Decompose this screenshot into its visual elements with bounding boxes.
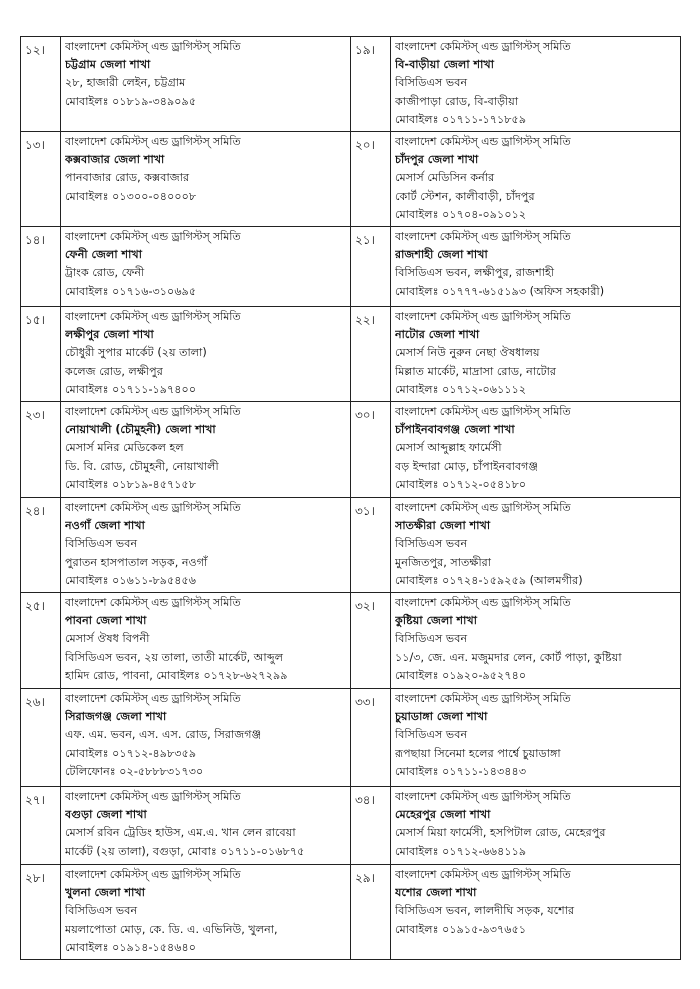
address-line: বিসিডিএস ভবন (395, 728, 468, 742)
address-line: মোবাইলঃ ০১৯১৪-১৫৪৬৪০ (65, 940, 197, 954)
organization-name: বাংলাদেশ কেমিস্টস্ এন্ড ড্রাগিস্টস্ সমিতি (395, 405, 571, 419)
branch-entry (61, 227, 351, 307)
address-line: মোবাইলঃ ০১৭১২-৪৯৮৩৫৯ (65, 746, 197, 760)
address-line: বিসিডিএস ভবন (395, 76, 468, 90)
entry-number: ২৬। (21, 689, 61, 787)
directory-row (21, 227, 681, 307)
organization-name: বাংলাদেশ কেমিস্টস্ এন্ড ড্রাগিস্টস্ সমিতি (65, 405, 241, 419)
address-line: বিসিডিএস ভবন (65, 904, 138, 918)
organization-name: বাংলাদেশ কেমিস্টস্ এন্ড ড্রাগিস্টস্ সমিতি (395, 790, 571, 804)
directory-row (21, 498, 681, 593)
entry-number: ২৫। (21, 593, 61, 689)
branch-name: বগুড়া জেলা শাখা (65, 808, 147, 822)
address-line: মোবাইলঃ ০১৭১২-০৫৪১৮০ (395, 477, 527, 491)
entry-number: ৩০। (351, 402, 391, 498)
organization-name: বাংলাদেশ কেমিস্টস্ এন্ড ড্রাগিস্টস্ সমিতি (395, 501, 571, 515)
address-line: এফ. এম. ভবন, এস. এস. রোড, সিরাজগঞ্জ (65, 728, 262, 742)
address-line: পুরাতন হাসপাতাল সড়ক, নওগাঁ (65, 555, 208, 569)
branch-entry (391, 132, 681, 227)
branch-entry (61, 865, 351, 960)
address-line: মেসার্স আব্দুল্লাহ ফার্মেসী (395, 441, 502, 455)
branch-name: রাজশাহী জেলা শাখা (395, 248, 488, 262)
branch-entry (391, 689, 681, 787)
address-line: মোবাইলঃ ০১৯১৫-৯৩৭৬৫১ (395, 922, 527, 936)
address-line: বড় ইন্দারা মোড়, চাঁপাইনবাবগঞ্জ (395, 459, 539, 473)
organization-name: বাংলাদেশ কেমিস্টস্ এন্ড ড্রাগিস্টস্ সমিতি (395, 40, 571, 53)
branch-directory-body (21, 37, 681, 960)
branch-entry (61, 689, 351, 787)
entry-number: ২১। (351, 227, 391, 307)
address-line: মেসার্স ঔষধ বিপনী (65, 632, 150, 646)
address-line: বিসিডিএস ভবন (65, 537, 138, 551)
branch-name: খুলনা জেলা শাখা (65, 886, 145, 900)
address-line: মোবাইলঃ ০১৯২০-৯৫২৭৪০ (395, 668, 527, 682)
entry-number: ২৩। (21, 402, 61, 498)
entry-number: ২৯। (351, 865, 391, 960)
entry-number: ১৪। (21, 227, 61, 307)
directory-row (21, 865, 681, 960)
branch-entry (61, 402, 351, 498)
address-line: মিল্লাত মার্কেট, মাদ্রাসা রোড, নাটোর (395, 364, 557, 378)
directory-row (21, 787, 681, 865)
organization-name: বাংলাদেশ কেমিস্টস্ এন্ড ড্রাগিস্টস্ সমিতি (65, 135, 241, 149)
directory-row (21, 37, 681, 132)
address-line: মোবাইলঃ ০১৭২৪-১৫৯২৫৯ (আলমগীর) (395, 573, 583, 587)
branch-entry (391, 227, 681, 307)
address-line: মেসার্স নিউ নুরুন নেছা ঔষধালয় (395, 346, 540, 360)
address-line: পানবাজার রোড, কক্সবাজার (65, 171, 190, 185)
address-line: বিসিডিএস ভবন (395, 537, 468, 551)
branch-entry (391, 865, 681, 960)
branch-entry (391, 498, 681, 593)
address-line: ১১/৩, জে. এন. মজুমদার লেন, কোর্ট পাড়া, কুষ্টিয়া (395, 650, 622, 664)
address-line: মার্কেট (২য় তালা), বগুড়া, মোবাঃ ০১৭১১-০১৬৮৭৫ (65, 844, 305, 858)
branch-directory-table (20, 36, 681, 960)
address-line: মোবাইলঃ ০১৭১১-১৯৭৪০০ (65, 382, 197, 396)
address-line: মোবাইলঃ ০১৮১৯-৩৪৯০৯৫ (65, 94, 197, 108)
branch-entry (61, 307, 351, 402)
organization-name: বাংলাদেশ কেমিস্টস্ এন্ড ড্রাগিস্টস্ সমিতি (395, 310, 571, 324)
branch-entry (61, 498, 351, 593)
address-line: মেসার্স মিয়া ফার্মেসী, হসপিটাল রোড, মেহেরপুর (395, 826, 606, 840)
branch-name: নাটোর জেলা শাখা (395, 328, 480, 342)
address-line: মোবাইলঃ ০১৭১১-১৪৩৪৪৩ (395, 764, 527, 778)
address-line: মোবাইলঃ ০১৩০০-০৪০০০৮ (65, 189, 197, 203)
organization-name: বাংলাদেশ কেমিস্টস্ এন্ড ড্রাগিস্টস্ সমিতি (395, 596, 571, 610)
entry-number: ২২। (351, 307, 391, 402)
branch-name: ফেনী জেলা শাখা (65, 248, 142, 262)
organization-name: বাংলাদেশ কেমিস্টস্ এন্ড ড্রাগিস্টস্ সমিতি (65, 692, 241, 706)
branch-name: যশোর জেলা শাখা (395, 886, 477, 900)
organization-name: বাংলাদেশ কেমিস্টস্ এন্ড ড্রাগিস্টস্ সমিতি (395, 692, 571, 706)
address-line: বিসিডিএস ভবন (395, 632, 468, 646)
organization-name: বাংলাদেশ কেমিস্টস্ এন্ড ড্রাগিস্টস্ সমিতি (65, 790, 241, 804)
entry-number: ২৭। (21, 787, 61, 865)
address-line: মেসার্স মেডিসিন কর্নার (395, 171, 495, 185)
entry-number: ১২। (21, 37, 61, 132)
branch-entry (391, 402, 681, 498)
address-line: বিসিডিএস ভবন, ২য় তালা, তাতী মার্কেট, আব্দুল (65, 650, 284, 664)
organization-name: বাংলাদেশ কেমিস্টস্ এন্ড ড্রাগিস্টস্ সমিতি (65, 40, 241, 53)
directory-row (21, 307, 681, 402)
branch-entry (391, 37, 681, 132)
branch-entry (391, 593, 681, 689)
address-line: মোবাইলঃ ০১৭০৪-০৯১০১২ (395, 207, 527, 221)
address-line: মোবাইলঃ ০১৮১৯-৪৫৭১৫৮ (65, 477, 197, 491)
entry-number: ৩৪। (351, 787, 391, 865)
entry-number: ৩২। (351, 593, 391, 689)
branch-entry (61, 593, 351, 689)
branch-entry (391, 787, 681, 865)
directory-row (21, 593, 681, 689)
entry-number: ২৮। (21, 865, 61, 960)
branch-name: বি-বাড়ীয়া জেলা শাখা (395, 58, 494, 72)
branch-entry (61, 132, 351, 227)
address-line: মোবাইলঃ ০১৭১১-১৭১৮৫৯ (395, 112, 527, 126)
directory-row (21, 402, 681, 498)
directory-row (21, 132, 681, 227)
branch-name: চাঁপাইনবাবগঞ্জ জেলা শাখা (395, 423, 515, 437)
branch-name: মেহেরপুর জেলা শাখা (395, 808, 491, 822)
entry-number: ১৯। (351, 37, 391, 132)
address-line: মোবাইলঃ ০১৬১১-৮৯৫৪৫৬ (65, 573, 197, 587)
entry-number: ১৩। (21, 132, 61, 227)
directory-row (21, 689, 681, 787)
organization-name: বাংলাদেশ কেমিস্টস্ এন্ড ড্রাগিস্টস্ সমিতি (65, 310, 241, 324)
branch-entry (61, 37, 351, 132)
branch-name: পাবনা জেলা শাখা (65, 614, 147, 628)
address-line: চৌধুরী সুপার মার্কেট (২য় তালা) (65, 346, 207, 360)
branch-name: কুষ্টিয়া জেলা শাখা (395, 614, 477, 628)
address-line: মোবাইলঃ ০১৭১২-৬৬৪১১৯ (395, 844, 527, 858)
entry-number: ৩১। (351, 498, 391, 593)
organization-name: বাংলাদেশ কেমিস্টস্ এন্ড ড্রাগিস্টস্ সমিতি (65, 868, 241, 882)
address-line: মেসার্স মনির মেডিকেল হল (65, 441, 184, 455)
organization-name: বাংলাদেশ কেমিস্টস্ এন্ড ড্রাগিস্টস্ সমিতি (65, 596, 241, 610)
address-line: হামিদ রোড, পাবনা, মোবাইলঃ ০১৭২৮-৬২৭২৯৯ (65, 668, 288, 682)
branch-entry (61, 787, 351, 865)
branch-name: লক্ষীপুর জেলা শাখা (65, 328, 154, 342)
organization-name: বাংলাদেশ কেমিস্টস্ এন্ড ড্রাগিস্টস্ সমিতি (395, 868, 571, 882)
organization-name: বাংলাদেশ কেমিস্টস্ এন্ড ড্রাগিস্টস্ সমিতি (395, 230, 571, 244)
address-line: কোর্ট স্টেশন, কালীবাড়ী, চাঁদপুর (395, 189, 535, 203)
entry-number: ৩৩। (351, 689, 391, 787)
address-line: ২৮, হাজারী লেইন, চট্টগ্রাম (65, 76, 186, 90)
branch-name: নোয়াখালী (চৌমুহনী) জেলা শাখা (65, 423, 216, 437)
address-line: মেসার্স রবিন ট্রেডিং হাউস, এম.এ. খান লেন রাবেয়া (65, 826, 296, 840)
address-line: বিসিডিএস ভবন, লালদীঘি সড়ক, যশোর (395, 904, 575, 918)
address-line: মোবাইলঃ ০১৭৭৭-৬১৫১৯৩ (অফিস সহকারী) (395, 284, 605, 298)
address-line: টেলিফোনঃ ০২-৫৮৮৮৩১৭৩০ (65, 764, 204, 778)
entry-number: ২৪। (21, 498, 61, 593)
branch-name: চুয়াডাঙ্গা জেলা শাখা (395, 710, 488, 724)
branch-name: নওগাঁ জেলা শাখা (65, 519, 145, 533)
branch-name: চট্টগ্রাম জেলা শাখা (65, 58, 151, 72)
address-line: বিসিডিএস ভবন, লক্ষীপুর, রাজশাহী (395, 266, 555, 280)
entry-number: ২০। (351, 132, 391, 227)
address-line: ট্রাংক রোড, ফেনী (65, 266, 145, 280)
branch-name: চাঁদপুর জেলা শাখা (395, 153, 479, 167)
branch-name: কক্সবাজার জেলা শাখা (65, 153, 165, 167)
entry-number: ১৫। (21, 307, 61, 402)
branch-name: সিরাজগঞ্জ জেলা শাখা (65, 710, 167, 724)
branch-name: সাতক্ষীরা জেলা শাখা (395, 519, 491, 533)
address-line: ময়লাপোতা মোড়, কে. ডি. এ. এভিনিউ, খুলনা, (65, 922, 278, 936)
address-line: রূপছায়া সিনেমা হলের পার্শ্বে চুয়াডাঙ্গা (395, 746, 561, 760)
address-line: মোবাইলঃ ০১৭১২-০৬১১১২ (395, 382, 527, 396)
address-line: ডি. বি. রোড, চৌমুহনী, নোয়াখালী (65, 459, 219, 473)
address-line: মুনজিতপুর, সাতক্ষীরা (395, 555, 492, 569)
address-line: কলেজ রোড, লক্ষীপুর (65, 364, 163, 378)
organization-name: বাংলাদেশ কেমিস্টস্ এন্ড ড্রাগিস্টস্ সমিতি (65, 501, 241, 515)
address-line: মোবাইলঃ ০১৭১৬-৩১০৬৯৫ (65, 284, 197, 298)
address-line: কাজীপাড়া রোড, বি-বাড়ীয়া (395, 94, 519, 108)
organization-name: বাংলাদেশ কেমিস্টস্ এন্ড ড্রাগিস্টস্ সমিতি (395, 135, 571, 149)
branch-entry (391, 307, 681, 402)
organization-name: বাংলাদেশ কেমিস্টস্ এন্ড ড্রাগিস্টস্ সমিতি (65, 230, 241, 244)
